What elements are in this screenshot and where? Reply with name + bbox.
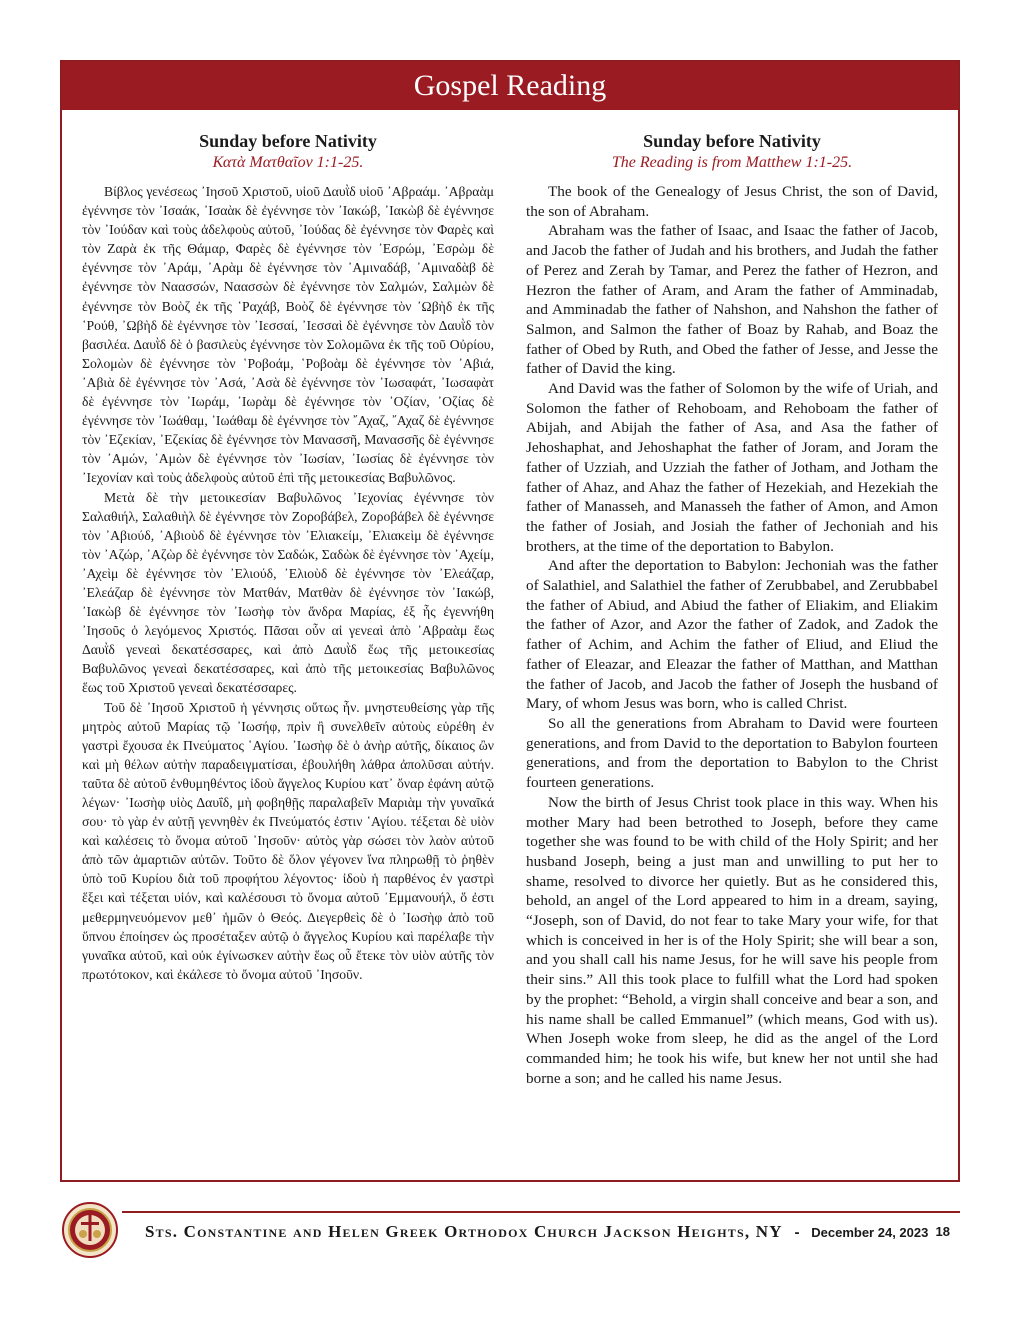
english-paragraph: The book of the Genealogy of Jesus Christ, the son of David, the son of Abraham. bbox=[526, 183, 938, 220]
greek-paragraph: Μετὰ δὲ τὴν μετοικεσίαν Βαβυλῶνος ᾿Ιεχονίας ἐγέννησε τὸν Σαλαθιήλ, Σαλαθιὴλ δὲ ἐγέννησε τὸν Ζοροβάβελ, Ζοροβάβελ δὲ ἐγέννησε τὸν ᾿Αβιούδ, ᾿Αβιοὺδ δὲ ἐγέννησε τὸν ᾿Ελιακείμ, ᾿Ελιακεὶμ δὲ ἐγέννησε τὸν ᾿Αζώρ, ᾿Αζὼρ δὲ ἐγέννησε τὸν Σαδώκ, Σαδὼκ δὲ ἐγέννησε τὸν ᾿Αχείμ, ᾿Αχεὶμ δὲ ἐγέννησε τὸν ᾿Ελιούδ, ᾿Ελιοὺδ δὲ ἐγέννησε τὸν ᾿Ελεάζαρ, ᾿Ελεάζαρ δὲ ἐγέννησε τὸν Ματθάν, Ματθὰν δὲ ἐγέννησε τὸν ᾿Ιακώβ, ᾿Ιακὼβ δὲ ἐγέννησε τὸν ᾿Ιωσὴφ τὸν ἄνδρα Μαρίας, ἐξ ἧς ἐγεννήθη ᾿Ιησοῦς ὁ λεγόμενος Χριστός. Πᾶσαι οὖν αἱ γενεαὶ ἀπὸ ᾿Αβραὰμ ἕως Δαυῒδ γενεαὶ δεκατέσσαρες, καὶ ἀπὸ Δαυῒδ ἕως τῆς μετοικεσίας Βαβυλῶνος γενεαὶ δεκατέσσαρες, καὶ ἀπὸ τῆς μετοικεσίας Βαβυλῶνος ἕως τοῦ Χριστοῦ γενεαὶ δεκατέσσαρες. bbox=[82, 489, 494, 696]
english-paragraph: Abraham was the father of Isaac, and Isaac the father of Jacob, and Jacob the father of Judah and his brothers, and Judah the father of Perez and Zerah by Tamar, and Perez the father of Hezron, and Hezron the father of Aram, and Aram the father of Amminadab, and Amminadab the father of Nahshon, and Nahshon the father of Salmon, and Salmon the father of Boaz by Rahab, and Boaz the father of Obed by Ruth, and Obed the father of Jesse, and Jesse the father of David the king. bbox=[526, 222, 938, 378]
greek-reference: Κατὰ Ματθαῖον 1:1-25. bbox=[212, 154, 364, 171]
page-number: 18 bbox=[935, 1224, 950, 1239]
gospel-reading-frame bbox=[60, 60, 960, 1182]
greek-heading: Sunday before Nativity bbox=[199, 131, 377, 151]
english-heading: Sunday before Nativity bbox=[643, 131, 821, 151]
church-seal-icon bbox=[62, 1202, 118, 1258]
english-text bbox=[526, 182, 938, 1088]
english-column bbox=[526, 130, 938, 1088]
footer-rule bbox=[122, 1211, 960, 1213]
footer-separator: - bbox=[794, 1224, 800, 1241]
english-reference: The Reading is from Matthew 1:1-25. bbox=[611, 154, 853, 171]
english-paragraph: And David was the father of Solomon by the wife of Uriah, and Solomon the father of Rehoboam, and Rehoboam the father of Abijah, and Abijah the father of Asa, and Asa the father of Jehoshaphat, and Jehoshaphat the father of Joram, and Joram the father of Uzziah, and Uzziah the father of Jotham, and Jotham the father of Ahaz, and Ahaz the father of Hezekiah, and Hezekiah the father of Manasseh, and Manasseh the father of Amon, and Amon the father of Josiah, and Josiah the father of Jechoniah and his brothers, at the time of the deportation to Babylon. bbox=[526, 380, 938, 555]
greek-text bbox=[82, 182, 494, 984]
church-name: Sts. Constantine and Helen Greek Orthodox Church Jackson Heights, NY bbox=[145, 1222, 783, 1241]
english-paragraph: Now the birth of Jesus Christ took place in this way. When his mother Mary had been betrothed to Joseph, before they came together she was found to be with child of the Holy Spirit; and her husband Joseph, being a just man and unwilling to put her to shame, resolved to divorce her quietly. But as he considered this, behold, an angel of the Lord appeared to him in a dream, saying, “Joseph, son of David, do not fear to take Mary your wife, for that which is conceived in her is of the Holy Spirit; she will bear a son, and you shall call his name Jesus, for he will save his people from their sins.” All this took place to fulfill what the Lord had spoken by the prophet: “Behold, a virgin shall conceive and bear a son, and his name shall be called Emmanuel” (which means, God with us). When Joseph woke from sleep, he did as the angel of the Lord commanded him; he took his wife, but knew her not until she had borne a son; and he called his name Jesus. bbox=[526, 793, 938, 1087]
greek-paragraph: Βίβλος γενέσεως ᾿Ιησοῦ Χριστοῦ, υἱοῦ Δαυῒδ υἱοῦ ᾿Αβραάμ. ᾿Αβραὰμ ἐγέννησε τὸν ᾿Ισαάκ, ᾿Ισαὰκ δὲ ἐγέννησε τὸν ᾿Ιακώβ, ᾿Ιακὼβ δὲ ἐγέννησε τὸν ᾿Ιούδαν καὶ τοὺς ἀδελφοὺς αὐτοῦ, ᾿Ιούδας δὲ ἐγέννησε τὸν Φαρὲς καὶ τὸν Ζαρὰ ἐκ τῆς Θάμαρ, Φαρὲς δὲ ἐγέννησε τὸν ᾿Εσρώμ, ᾿Εσρὼμ δὲ ἐγέννησε τὸν ᾿Αράμ, ᾿Αρὰμ δὲ ἐγέννησε τὸν ᾿Αμιναδάβ, ᾿Αμιναδὰβ δὲ ἐγέννησε τὸν Ναασσών, Ναασσὼν δὲ ἐγέννησε τὸν Σαλμών, Σαλμὼν δὲ ἐγέννησε τὸν Βοὸζ ἐκ τῆς ῾Ραχάβ, Βοὸζ δὲ ἐγέννησε τὸν ᾿Ωβὴδ ἐκ τῆς ῾Ρούθ, ᾿Ωβὴδ δὲ ἐγέννησε τὸν ᾿Ιεσσαί, ᾿Ιεσσαὶ δὲ ἐγέννησε τὸν Δαυῒδ τὸν βασιλέα. Δαυῒδ δὲ ὁ βασιλεὺς ἐγέννησε τὸν Σολομῶνα ἐκ τῆς τοῦ Οὐρίου, Σολομὼν δὲ ἐγέννησε τὸν ῾Ροβοάμ, ῾Ροβοὰμ δὲ ἐγέννησε τὸν ᾿Αβιά, ᾿Αβιὰ δὲ ἐγέννησε τὸν ᾿Ασά, ᾿Ασὰ δὲ ἐγέννησε τὸν ᾿Ιωσαφάτ, ᾿Ιωσαφὰτ δὲ ἐγέννησε τὸν ᾿Ιωράμ, ᾿Ιωρὰμ δὲ ἐγέννησε τὸν ᾿Οζίαν, ᾿Οζίας δὲ ἐγέννησε τὸν ᾿Ιωάθαμ, ᾿Ιωάθαμ δὲ ἐγέννησε τὸν ῎Αχαζ, ῎Αχαζ δὲ ἐγέννησε τὸν ᾿Εζεκίαν, ᾿Εζεκίας δὲ ἐγέννησε τὸν Μανασσῆ, Μανασσῆς δὲ ἐγέννησε τὸν ᾿Αμών, ᾿Αμὼν δὲ ἐγέννησε τὸν ᾿Ιωσίαν, ᾿Ιωσίας δὲ ἐγέννησε τὸν ᾿Ιεχονίαν καὶ τοὺς ἀδελφοὺς αὐτοῦ ἐπὶ τῆς μετοικεσίας Βαβυλῶνος. bbox=[82, 184, 494, 486]
issue-date: December 24, 2023 bbox=[811, 1225, 929, 1240]
english-paragraph: So all the generations from Abraham to David were fourteen generations, and from David to the deportation to Babylon fourteen generations, and from the deportation to Babylon to the Christ fourteen generations. bbox=[526, 714, 938, 792]
greek-paragraph: Τοῦ δὲ ᾿Ιησοῦ Χριστοῦ ἡ γέννησις οὕτως ἦν. μνηστευθείσης γὰρ τῆς μητρὸς αὐτοῦ Μαρίας τῷ ᾿Ιωσήφ, πρὶν ἢ συνελθεῖν αὐτοὺς εὑρέθη ἐν γαστρὶ ἔχουσα ἐκ Πνεύματος ῾Αγίου. ᾿Ιωσὴφ δὲ ὁ ἀνὴρ αὐτῆς, δίκαιος ὢν καὶ μὴ θέλων αὐτὴν παραδειγματίσαι, ἐβουλήθη λάθρα ἀπολῦσαι αὐτήν. ταῦτα δὲ αὐτοῦ ἐνθυμηθέντος ἰδοὺ ἄγγελος Κυρίου κατ᾿ ὄναρ ἐφάνη αὐτῷ λέγων· ᾿Ιωσὴφ υἱὸς Δαυΐδ, μὴ φοβηθῇς παραλαβεῖν Μαριὰμ τὴν γυναῖκά σου· τὸ γὰρ ἐν αὐτῇ γεννηθὲν ἐκ Πνεύματός ἐστιν ῾Αγίου. τέξεται δὲ υἱὸν καὶ καλέσεις τὸ ὄνομα αὐτοῦ ᾿Ιησοῦν· αὐτὸς γὰρ σώσει τὸν λαὸν αὐτοῦ ἀπὸ τῶν ἁμαρτιῶν αὐτῶν. Τοῦτο δὲ ὅλον γέγονεν ἵνα πληρωθῇ τὸ ῥηθὲν ὑπὸ τοῦ Κυρίου διὰ τοῦ προφήτου λέγοντος· ἰδοὺ ἡ παρθένος ἐν γαστρὶ ἕξει καὶ τέξεται υἱόν, καὶ καλέσουσι τὸ ὄνομα αὐτοῦ ᾿Εμμανουήλ, ὅ ἐστι μεθερμηνευόμενον μεθ᾿ ἡμῶν ὁ Θεός. Διεγερθεὶς δὲ ὁ ᾿Ιωσὴφ ἀπὸ τοῦ ὕπνου ἐποίησεν ὡς προσέταξεν αὐτῷ ὁ ἄγγελος Κυρίου καὶ παρέλαβε τὴν γυναῖκα αὐτοῦ, καὶ οὐκ ἐγίνωσκεν αὐτὴν ἕως οὗ ἔτεκε τὸν υἱὸν αὐτῆς τὸν πρωτότοκον, καὶ ἐκάλεσε τὸ ὄνομα αὐτοῦ ᾿Ιησοῦν. bbox=[82, 699, 494, 982]
greek-column bbox=[82, 130, 494, 984]
banner-title: Gospel Reading bbox=[62, 62, 958, 110]
english-paragraph: And after the deportation to Babylon: Jechoniah was the father of Salathiel, and Salathiel the father of Zerubbabel, and Zerubbabel the father of Abiud, and Abiud the father of Eliakim, and Eliakim the father of Azor, and Azor the father of Zadok, and Zadok the father of Achim, and Achim the father of Eliud, and Eliud the father of Eleazar, and Eleazar the father of Matthan, and Matthan the father of Jacob, and Jacob the father of Joseph the husband of Mary, of whom Jesus was born, who is called Christ. bbox=[526, 557, 938, 713]
footer bbox=[145, 1220, 960, 1244]
